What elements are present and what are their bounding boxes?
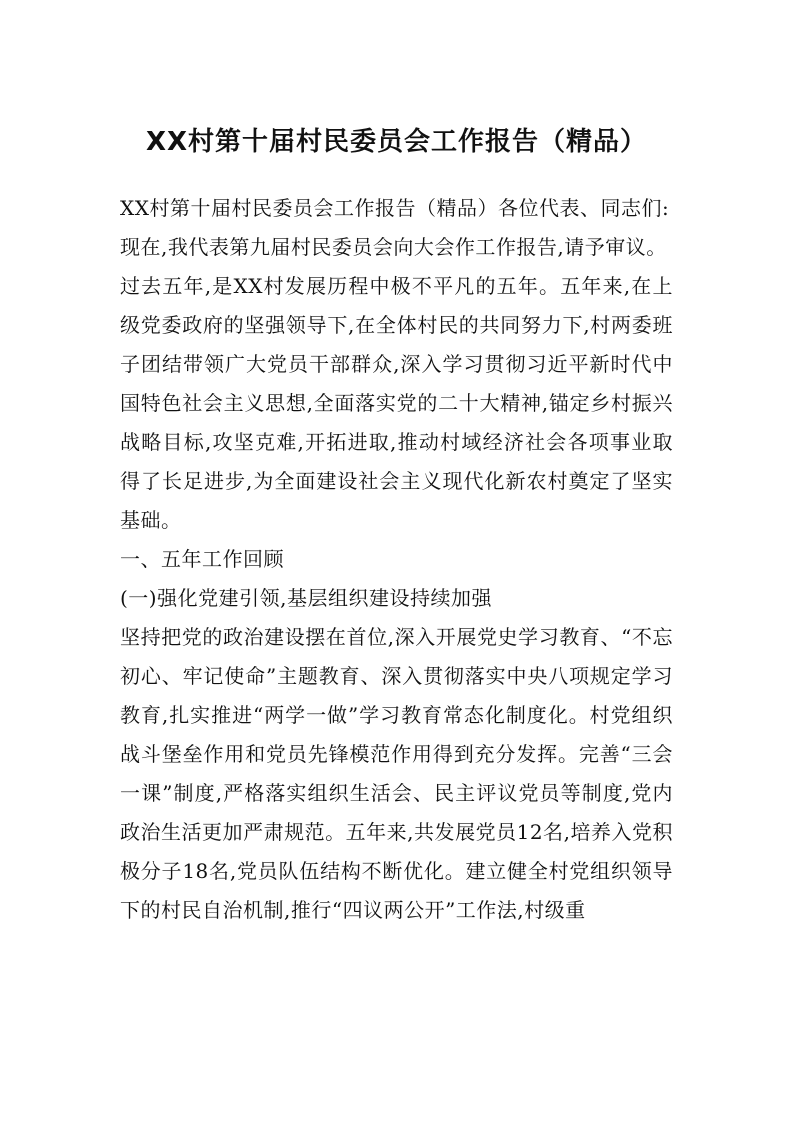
document-body <box>120 189 673 930</box>
section-heading-review: 一、五年工作回顾 <box>120 547 284 571</box>
paragraph-intro: XX村第十届村民委员会工作报告（精品）各位代表、同志们: <box>120 196 670 220</box>
paragraph-five-years-summary: 过去五年,是XX村发展历程中极不平凡的五年。五年来,在上级党委政府的坚强领导下,在全体村民的共同努力下,村两委班子团结带领广大党员干部群众,深入学习贯彻习近平新时代中国特色社会主义思想,全面落实党的二十大精神,锚定乡村振兴战略目标,攻坚克难,开拓进取,推动村域经济社会各项事业取得了长足进步,为全面建设社会主义现代化新农村奠定了坚实基础。 <box>120 274 673 532</box>
paragraph-party-building: 坚持把党的政治建设摆在首位,深入开展党史学习教育、“不忘初心、牢记使命”主题教育、深入贯彻落实中央八项规定学习教育,扎实推进“两学一做”学习教育常态化制度化。村党组织战斗堡垒作用和党员先锋模范作用得到充分发挥。完善“三会一课”制度,严格落实组织生活会、民主评议党员等制度,党内政治生活更加严肃规范。五年来,共发展党员12名,培养入党积极分子18名,党员队伍结构不断优化。建立健全村党组织领导下的村民自治机制,推行“四议两公开”工作法,村级重 <box>120 625 673 922</box>
document-title: XX村第十届村民委员会工作报告（精品） <box>145 127 648 157</box>
subsection-heading-party-building: (一)强化党建引领,基层组织建设持续加强 <box>120 586 492 610</box>
paragraph-opening: 现在,我代表第九届村民委员会向大会作工作报告,请予审议。 <box>120 235 667 259</box>
